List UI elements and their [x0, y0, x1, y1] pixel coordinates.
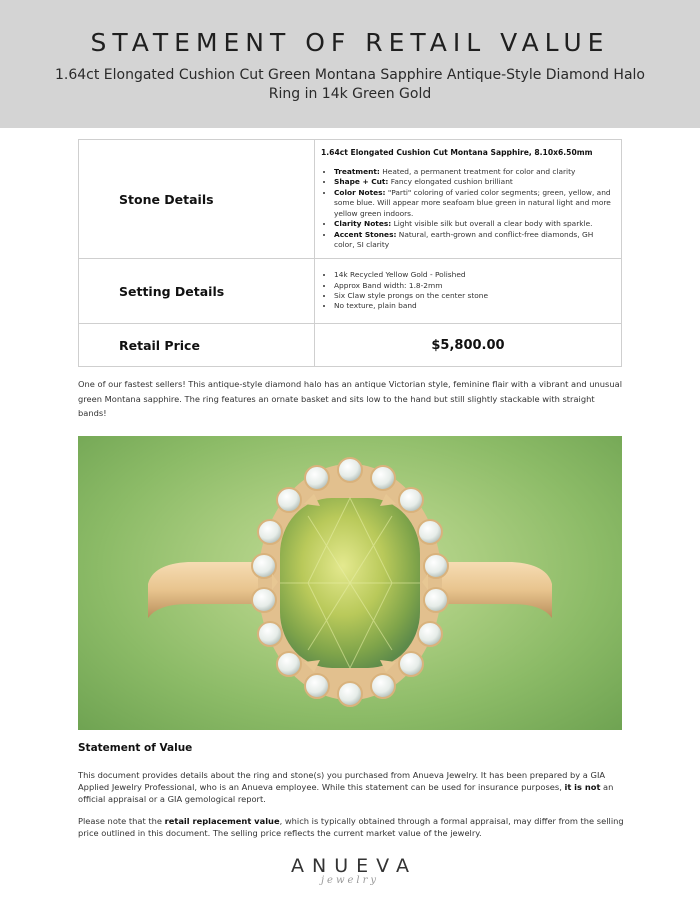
stone-detail-item: • Color Notes: "Parti" coloring of varied color segments; green, yellow, and some blue. Will appear more seafoam blue green in natural light and more yellow green indoors. [334, 188, 615, 219]
retail-price-label: Retail Price [79, 324, 315, 367]
stone-detail-item: • Clarity Notes: Light visible silk but overall a clear body with sparkle. [334, 219, 615, 229]
stone-details-label: Stone Details [79, 140, 315, 259]
brand-tagline: jewelry [320, 875, 380, 886]
stone-details-list [321, 167, 615, 250]
stone-title: 1.64ct Elongated Cushion Cut Montana Sapphire, 8.10x6.50mm [321, 147, 593, 157]
stone-detail-item: • Treatment: Heated, a permanent treatment for color and clarity [334, 167, 615, 177]
setting-details-list [321, 270, 615, 312]
setting-detail-item: • No texture, plain band [334, 301, 615, 311]
setting-detail-item: • Approx Band width: 1.8-2mm [334, 281, 615, 291]
page-title: STATEMENT OF RETAIL VALUE [90, 28, 610, 57]
statement-paragraph-2: Please note that the retail replacement value, which is typically obtained through a formal appraisal, may differ from the selling price outlined in this document. The selling price reflects the current market value of the jewelry. [78, 816, 624, 838]
stone-detail-item: • Shape + Cut: Fancy elongated cushion brilliant [334, 177, 615, 187]
details-table [78, 139, 622, 367]
setting-details-content [315, 259, 622, 324]
page-subtitle: 1.64ct Elongated Cushion Cut Green Montana Sapphire Antique-Style Diamond Halo Ring in 14k Green Gold [54, 67, 645, 102]
header-banner [0, 0, 700, 128]
anueva-logo [0, 855, 700, 886]
stone-detail-item: • Accent Stones: Natural, earth-grown and conflict-free diamonds, GH color, SI clarity [334, 230, 615, 251]
setting-detail-item: • 14k Recycled Yellow Gold - Polished [334, 270, 615, 280]
setting-detail-item: • Six Claw style prongs on the center stone [334, 291, 615, 301]
setting-details-row [79, 259, 622, 324]
retail-price-value: $5,800.00 [315, 324, 622, 367]
product-description: One of our fastest sellers! This antique-style diamond halo has an antique Victorian style, feminine flair with a vibrant and unusual green Montana sapphire. The ring features an ornate basket and sits low to the hand but still slightly stackable with straight bands! [78, 379, 623, 418]
stone-details-row [79, 140, 622, 259]
statement-of-value-title: Statement of Value [78, 742, 193, 754]
statement-paragraph-1: This document provides details about the ring and stone(s) you purchased from Anueva Jewelry. It has been prepared by a GIA Applied Jewelry Professional, who is an Anueva employee. While this statement can be used for insurance purposes, it is not an official appraisal or a GIA gemological report. [78, 770, 614, 804]
ring-photo [78, 436, 622, 730]
brand-name: ANUEVA [291, 855, 417, 877]
retail-price-row [79, 324, 622, 367]
setting-details-label: Setting Details [79, 259, 315, 324]
stone-details-content [315, 140, 622, 259]
